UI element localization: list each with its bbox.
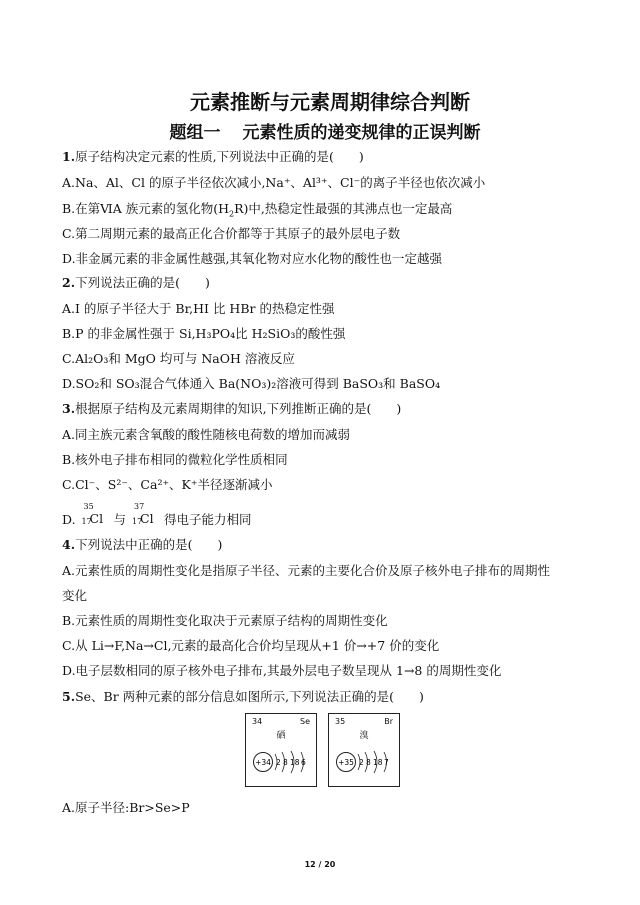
question-text: 下列说法正确的是( )	[75, 275, 210, 290]
page-number: 12 / 20	[304, 860, 336, 869]
question-3-option-a: A.同主族元素含氧酸的酸性随核电荷数的增加而减弱	[62, 427, 351, 442]
question-2-stem	[62, 275, 210, 291]
element-symbol: Br	[384, 717, 393, 726]
question-number: 1.	[62, 149, 76, 164]
question-1-option-d: D.非金属元素的非金属性越强,其氧化物对应水化物的酸性也一定越强	[62, 251, 443, 266]
isotope-cl-35: 35 17 Cl	[81, 502, 104, 526]
question-5-stem	[62, 689, 424, 705]
question-number: 4.	[62, 537, 76, 552]
shell-count: 8	[366, 758, 371, 767]
nucleus-charge: +35	[338, 758, 354, 767]
question-1-option-b: B.在第ⅥA 族元素的氢化物$(H_2R)$中,热稳定性最强的其沸点也一定最高	[62, 201, 453, 219]
shell-count: 7	[384, 758, 389, 767]
question-text: 根据原子结构及元素周期律的知识,下列推断正确的是( )	[75, 401, 402, 416]
question-4-stem	[62, 537, 222, 553]
shell-count: 18	[290, 758, 300, 767]
question-4-option-a-line2: 变化	[62, 588, 88, 603]
question-2-option-a: A.I 的原子半径大于 Br,HI 比 HBr 的热稳定性强	[62, 301, 335, 316]
element-card-se	[245, 713, 317, 787]
question-text: Se、Br 两种元素的部分信息如图所示,下列说法正确的是( )	[75, 689, 424, 704]
question-3-option-b: B.核外电子排布相同的微粒化学性质相同	[62, 452, 288, 467]
atomic-number: 34	[252, 717, 263, 726]
atom-structure-diagram	[329, 740, 399, 784]
question-1-option-c: C.第二周期元素的最高正化合价都等于其原子的最外层电子数	[62, 226, 401, 241]
element-symbol: Se	[300, 717, 310, 726]
question-1-option-a: A.Na、Al、Cl 的原子半径依次减小,Na⁺、Al³⁺、Cl⁻的离子半径也依次减小	[62, 175, 486, 190]
shell-count: 2	[276, 758, 281, 767]
question-4-option-c: C.从 Li→F,Na→Cl,元素的最高化合价均呈现从+1 价→+7 价的变化	[62, 638, 440, 653]
question-4-option-b: B.元素性质的周期性变化取决于元素原子结构的周期性变化	[62, 613, 388, 628]
subtitle-text: 元素性质的递变规律的正误判断	[242, 123, 481, 143]
question-number: 3.	[62, 401, 76, 416]
question-2-option-c: C.Al₂O₃和 MgO 均可与 NaOH 溶液反应	[62, 351, 295, 366]
question-4-option-d: D.电子层数相同的原子核外电子排布,其最外层电子数呈现从 1→8 的周期性变化	[62, 663, 502, 678]
element-card-br	[328, 713, 400, 787]
question-text: 下列说法中正确的是( )	[75, 537, 223, 552]
shell-count: 6	[301, 758, 306, 767]
isotope-cl-37: 37 17 Cl	[132, 502, 154, 526]
question-3-option-c: C.Cl⁻、S²⁻、Ca²⁺、K⁺半径逐渐减小	[62, 477, 273, 492]
question-number: 2.	[62, 275, 76, 290]
nucleus-charge: +34	[255, 758, 271, 767]
question-1-stem	[62, 149, 364, 165]
question-3-option-d: D. 35 17 Cl 与 37 17 Cl 得电子能力相同	[62, 502, 252, 527]
element-name: 硒	[276, 731, 286, 741]
atom-structure-diagram	[246, 740, 316, 784]
page-title: 元素推断与元素周期律综合判断	[190, 90, 470, 114]
question-3-stem	[62, 401, 401, 417]
question-2-option-b: B.P 的非金属性强于 Si,H₃PO₄比 H₂SiO₃的酸性强	[62, 326, 346, 341]
element-name: 溴	[359, 731, 369, 741]
question-number: 5.	[62, 689, 76, 704]
question-text: 原子结构决定元素的性质,下列说法中正确的是( )	[75, 149, 364, 164]
section-subtitle	[0, 118, 640, 143]
shell-count: 2	[359, 758, 364, 767]
shell-count: 8	[283, 758, 288, 767]
question-4-option-a-line1: A.元素性质的周期性变化是指原子半径、元素的主要化合价及原子核外电子排布的周期性	[62, 563, 551, 578]
atomic-number: 35	[335, 717, 346, 726]
question-5-option-a: A.原子半径:Br>Se>P	[62, 800, 190, 815]
subtitle-group: 题组一	[169, 123, 221, 143]
question-2-option-d: D.SO₂和 SO₃混合气体通入 Ba(NO₃)₂溶液可得到 BaSO₃和 BaSO₄	[62, 376, 441, 391]
shell-count: 18	[373, 758, 383, 767]
